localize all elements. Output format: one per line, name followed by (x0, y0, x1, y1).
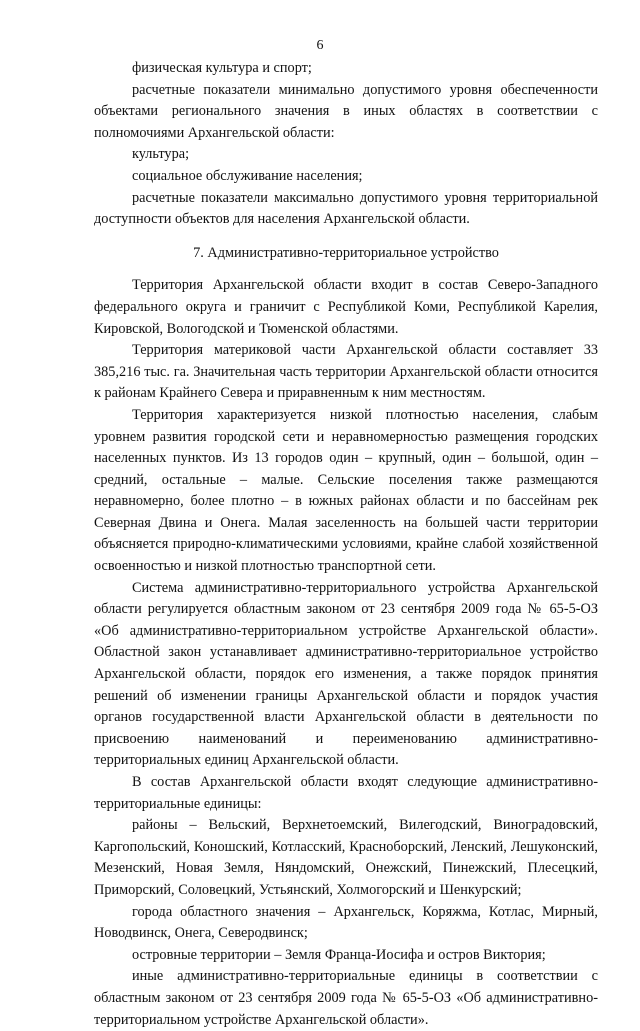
paragraph: Система административно-территориального устройства Архангельской области регулируется областным законом от 23 сентября 2009 года № 65-5-ОЗ «Об административно-территориальном устройстве Архангельской области». Областной закон устанавливает административно-территориальное устройство Архангельской области, порядок его изменения, а также порядок принятия решений об изменении границы Архангельской области и порядок участия органов государственной власти Архангельской области в деятельности по присвоению наименований и переименованию административно-территориальных единиц Архангельской области. (94, 579, 598, 769)
list-item: социальное обслуживание населения; (132, 167, 363, 184)
paragraph: островные территории – Земля Франца-Иосифа и остров Виктория; (132, 946, 546, 963)
paragraph: иные административно-территориальные единицы в соответствии с областным законом от 23 сентября 2009 года № 65-5-ОЗ «Об административно-территориальном устройстве Архангельской области». (94, 968, 598, 1028)
list-item: расчетные показатели максимально допустимого уровня территориальной доступности объектов для населения Архангельской области. (94, 189, 598, 228)
document-body (94, 58, 598, 1031)
paragraph: районы – Вельский, Верхнетоемский, Вилегодский, Виноградовский, Каргопольский, Коношский, Котласский, Красноборский, Ленский, Лешуконский, Мезенский, Новая Земля, Няндомский, Онежский, Пинежский, Плесецкий, Приморский, Соловецкий, Устьянский, Холмогорский и Шенкурский; (94, 817, 598, 898)
paragraph: города областного значения – Архангельск, Коряжма, Котлас, Мирный, Новодвинск, Онега, Северодвинск; (94, 903, 598, 942)
paragraph: Территория Архангельской области входит в состав Северо-Западного федерального округа и граничит с Республикой Коми, Республикой Карелия, Кировской, Вологодской и Тюменской областями. (94, 277, 598, 337)
paragraph: Территория материковой части Архангельской области составляет 33 385,216 тыс. га. Значительная часть территории Архангельской области относится к районам Крайнего Севера и приравненным к ним местностям. (94, 342, 598, 402)
paragraph: Территория характеризуется низкой плотностью населения, слабым уровнем развития городской сети и неравномерностью размещения городских населенных пунктов. Из 13 городов один – крупный, один – большой, один – средний, остальные – малые. Сельские поселения также размещаются неравномерно, более плотно – в южных районах области и по бассейнам рек Северная Двина и Онега. Малая заселенность на большей части территории объясняется природно-климатическими условиями, крайне слабой хозяйственной освоенностью и низкой плотностью транспортной сети. (94, 406, 598, 575)
paragraph: В состав Архангельской области входят следующие административно-территориальные единицы: (94, 774, 598, 812)
list-item: расчетные показатели минимально допустимого уровня обеспеченности объектами регионального значения в иных областях в соответствии с полномочиями Архангельской области: (94, 81, 598, 141)
list-item: физическая культура и спорт; (132, 60, 312, 76)
page-number: 6 (316, 38, 324, 53)
list-item: культура; (132, 146, 190, 163)
section-heading: 7. Административно-территориальное устройство (193, 244, 499, 261)
